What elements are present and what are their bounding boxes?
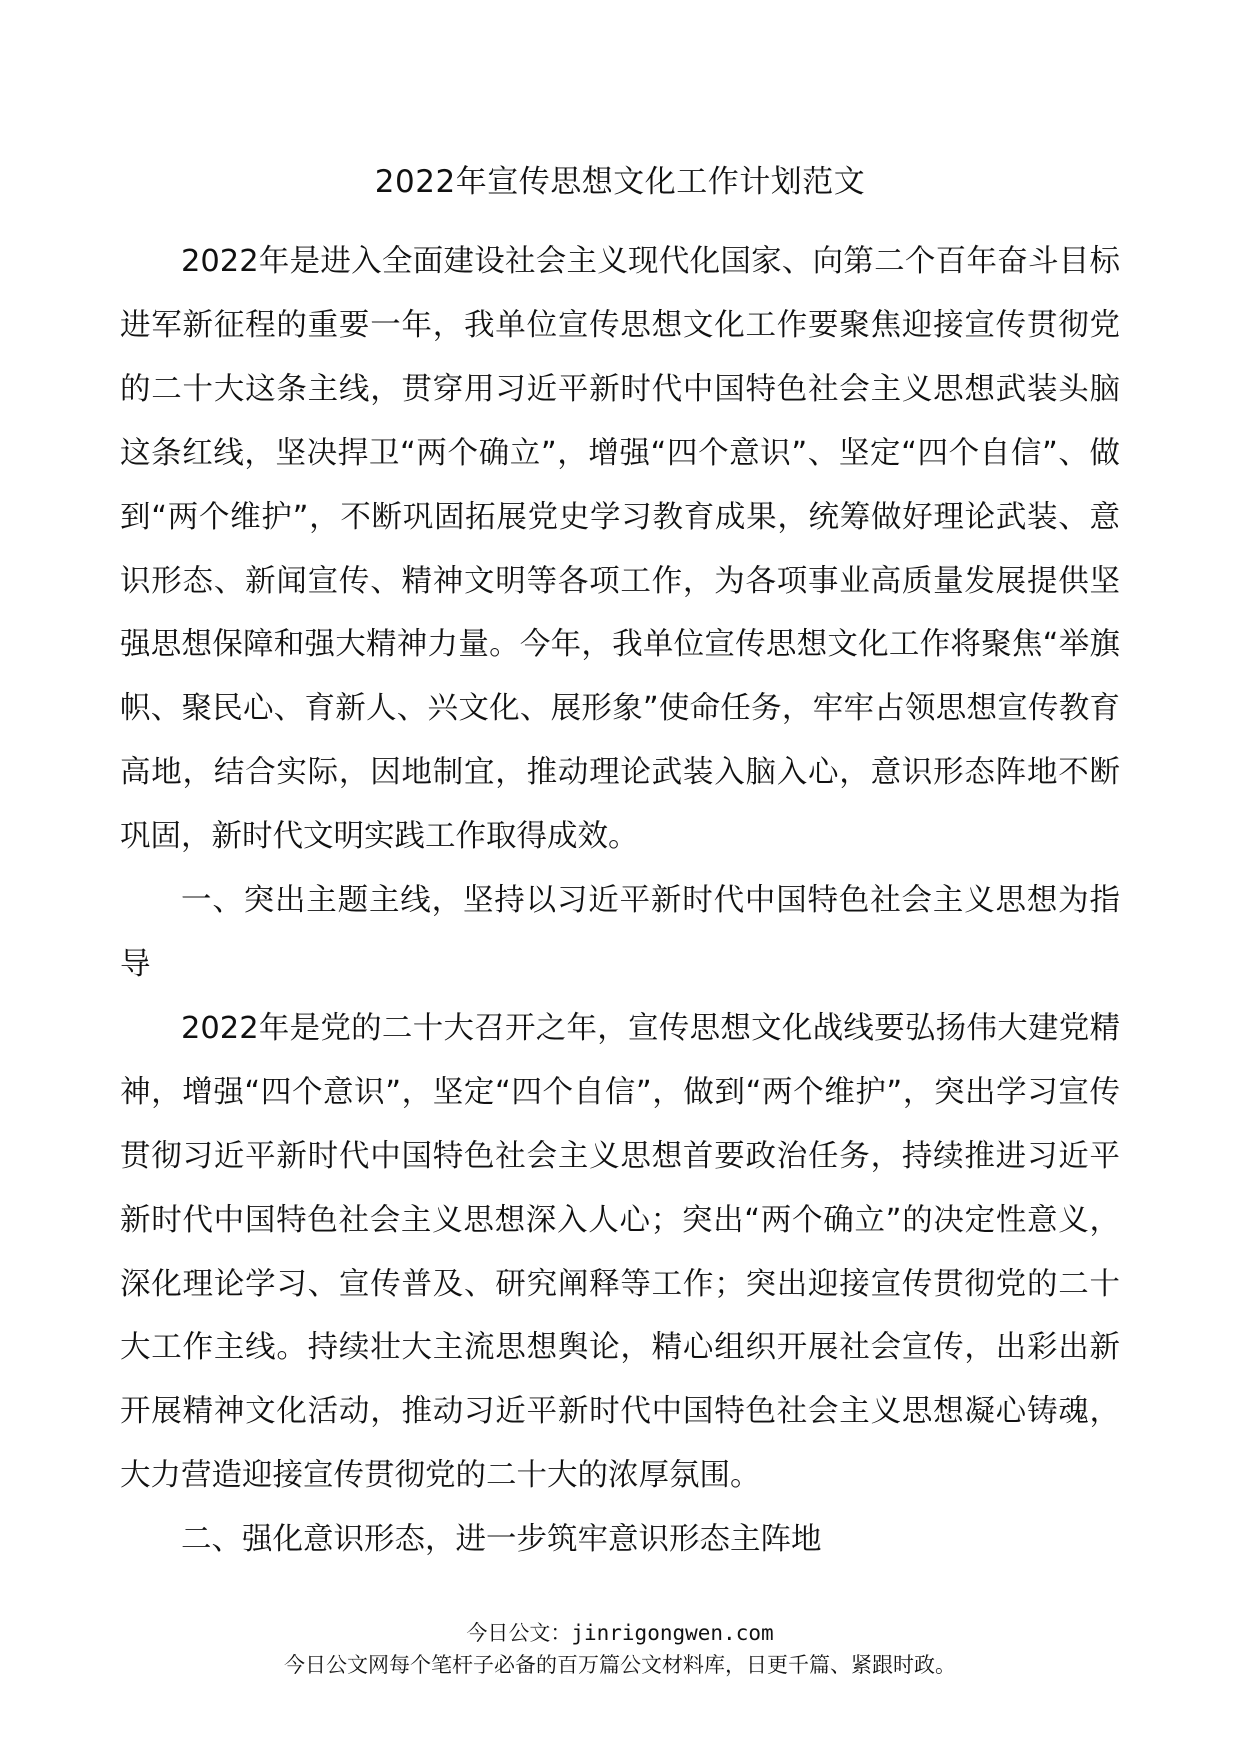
footer-site bbox=[0, 1618, 1240, 1648]
footer-slogan: 今日公文网每个笔杆子必备的百万篇公文材料库，日更千篇、紧跟时政。 bbox=[284, 1653, 956, 1677]
document-title: 2022年宣传思想文化工作计划范文 bbox=[374, 164, 866, 200]
paragraph-section-1: 2022年是党的二十大召开之年，宣传思想文化战线要弘扬伟大建党精神，增强“四个意识”，坚定“四个自信”，做到“两个维护”，突出学习宣传贯彻习近平新时代中国特色社会主义思想首要政治任务，持续推进习近平新时代中国特色社会主义思想深入人心；突出“两个确立”的决定性意义，深化理论学习、宣传普及、研究阐释等工作；突出迎接宣传贯彻党的二十大工作主线。持续壮大主流思想舆论，精心组织开展社会宣传，出彩出新开展精神文化活动，推动习近平新时代中国特色社会主义思想凝心铸魂，大力营造迎接宣传贯彻党的二十大的浓厚氛围。 bbox=[120, 1010, 1120, 1494]
section-heading-2: 二、强化意识形态，进一步筑牢意识形态主阵地 bbox=[181, 1522, 822, 1558]
footer-site-url[interactable]: jinrigongwen.com bbox=[571, 1621, 774, 1645]
paragraph-intro: 2022年是进入全面建设社会主义现代化国家、向第二个百年奋斗目标进军新征程的重要一年，我单位宣传思想文化工作要聚焦迎接宣传贯彻党的二十大这条主线，贯穿用习近平新时代中国特色社会主义思想武装头脑这条红线，坚决捍卫“两个确立”，增强“四个意识”、坚定“四个自信”、做到“两个维护”，不断巩固拓展党史学习教育成果，统筹做好理论武装、意识形态、新闻宣传、精神文明等各项工作，为各项事业高质量发展提供坚强思想保障和强大精神力量。今年，我单位宣传思想文化工作将聚焦“举旗帜、聚民心、育新人、兴文化、展形象”使命任务，牢牢占领思想宣传教育高地，结合实际，因地制宜，推动理论武装入脑入心，意识形态阵地不断巩固，新时代文明实践工作取得成效。 bbox=[120, 244, 1120, 855]
section-heading-1: 一、突出主题主线，坚持以习近平新时代中国特色社会主义思想为指导 bbox=[120, 883, 1120, 982]
document-body bbox=[120, 230, 1120, 1572]
footer-site-label: 今日公文： bbox=[466, 1621, 572, 1645]
